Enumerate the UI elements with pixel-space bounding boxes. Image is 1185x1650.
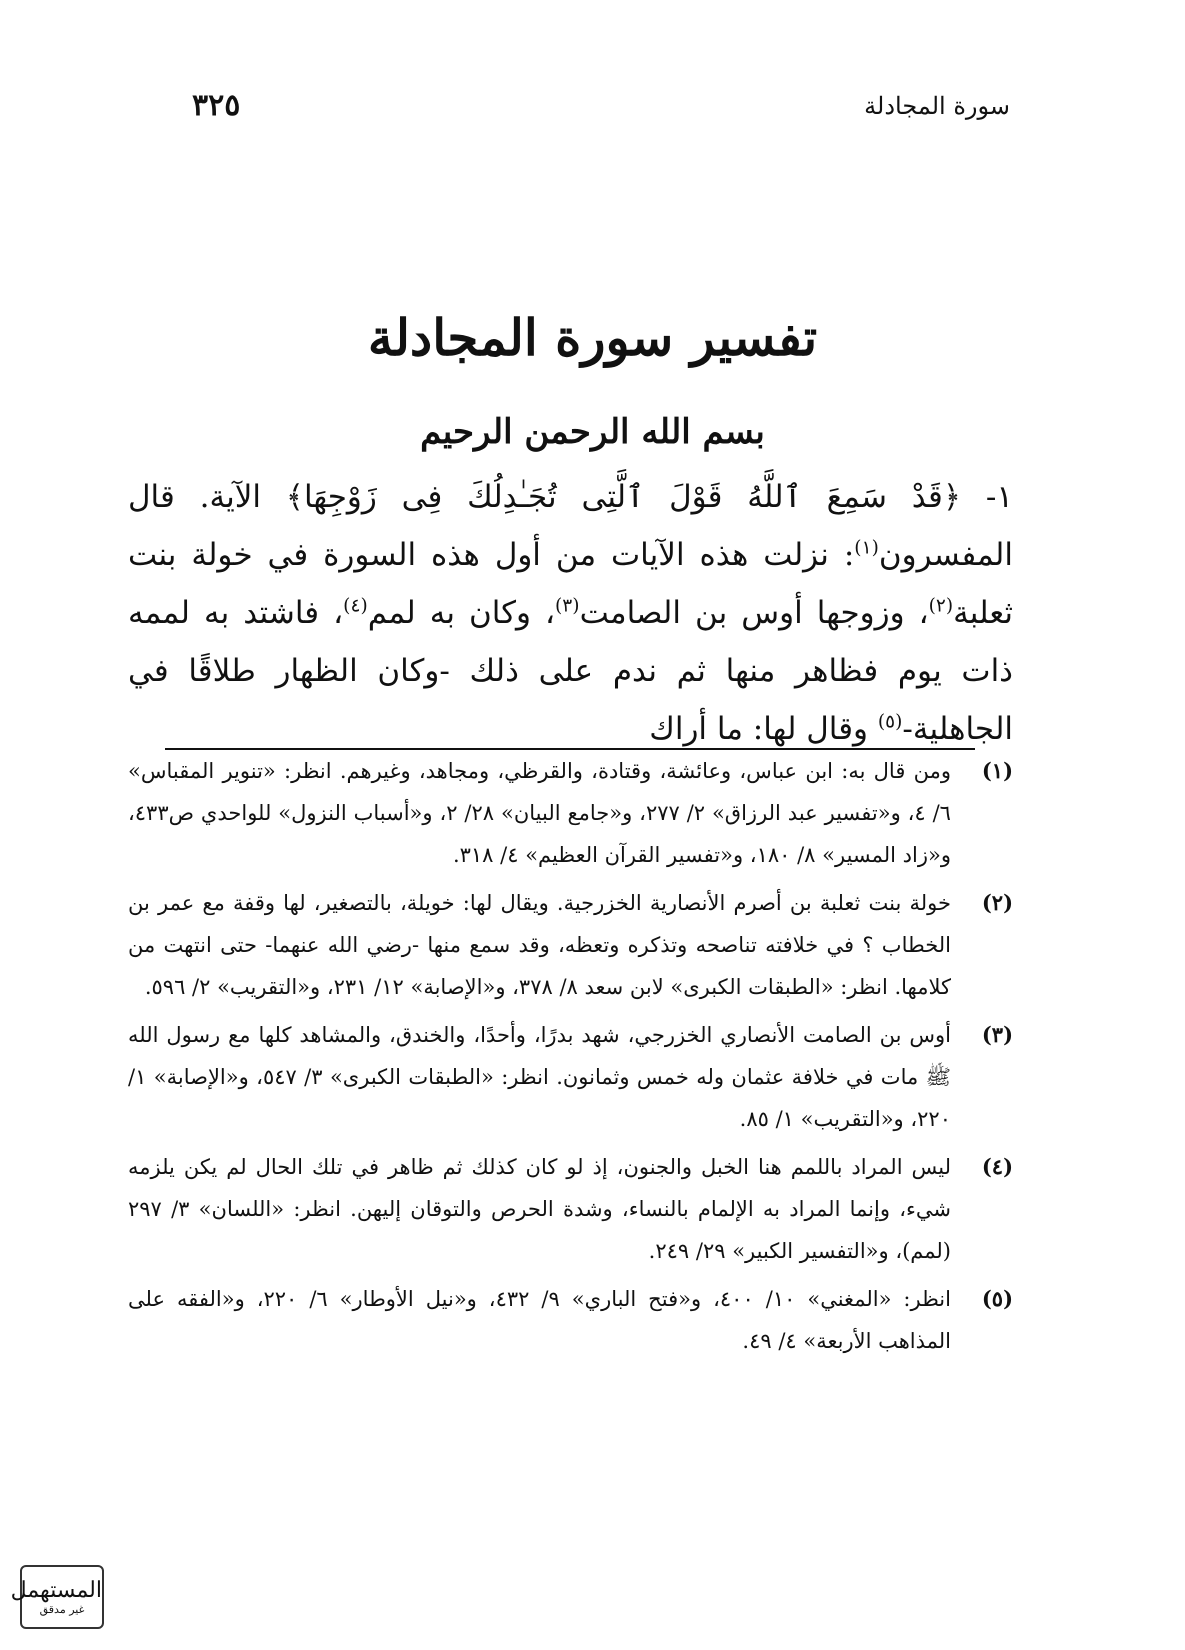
footnote-number: (٤) — [981, 1154, 1013, 1179]
main-text — [128, 468, 1013, 758]
body-segment: : نزلت هذه الآيات من أول هذه السورة في خولة بنت ثعلبة — [128, 537, 1013, 631]
logo-name: المستهمل — [10, 1578, 102, 1603]
footnote-number: (١) — [981, 758, 1013, 783]
basmala: بسم الله الرحمن الرحيم — [420, 412, 765, 452]
footnote-number: (٣) — [981, 1022, 1013, 1047]
footnote-ref-1[interactable]: (١) — [854, 537, 879, 559]
body-segment: ١- ﴿قَدْ سَمِعَ ٱللَّهُ قَوْلَ ٱلَّتِى تُجَـٰدِلُكَ فِى زَوْجِهَا﴾ الآية. قال المفسرون — [128, 479, 1013, 573]
footnote-1 — [128, 750, 1013, 876]
footnote-text: ومن قال به: ابن عباس، وعائشة، وقتادة، والقرظي، ومجاهد، وغيرهم. انظر: «تنوير المقباس» ٦/ ٤، و«تفسير عبد الرزاق» ٢/ ٢٧٧، و«جامع البيان» ٢٨/ ٢، و«أسباب النزول» للواحدي ص٤٣٣، و«زاد المسير» ٨/ ١٨٠، و«تفسير القرآن العظيم» ٤/ ٣١٨. — [128, 759, 951, 867]
footnote-text: انظر: «المغني» ١٠/ ٤٠٠، و«فتح الباري» ٩/ ٤٣٢، و«نيل الأوطار» ٦/ ٢٢٠، و«الفقه على المذاهب الأربعة» ٤/ ٤٩. — [128, 1287, 951, 1353]
footnote-text: ليس المراد باللمم هنا الخبل والجنون، إذ لو كان كذلك ثم ظاهر في تلك الحال لم يكن يلزمه شيء، وإنما المراد به الإلمام بالنساء، وشدة الحرص والتوقان إليهن. انظر: «اللسان» ٣/ ٢٩٧ (لمم)، و«التفسير الكبير» ٢٩/ ٢٤٩. — [128, 1155, 951, 1263]
footnote-ref-2[interactable]: (٢) — [928, 595, 954, 617]
footnote-4 — [128, 1146, 1013, 1272]
body-segment: ، وزوجها أوس بن الصامت — [579, 595, 929, 631]
running-header-surah-name: سورة المجادلة — [864, 92, 1010, 120]
surah-title: تفسير سورة المجادلة — [367, 308, 818, 367]
logo-subtitle: غير مدقق — [39, 1603, 85, 1616]
footnotes — [128, 750, 1013, 1368]
footnote-5 — [128, 1278, 1013, 1362]
body-segment: ، وكان به لمم — [367, 595, 556, 631]
footnote-ref-5[interactable]: (٥) — [877, 711, 903, 733]
footnote-number: (٢) — [981, 890, 1013, 915]
footnote-ref-4[interactable]: (٤) — [343, 595, 368, 617]
footnote-number: (٥) — [981, 1286, 1013, 1311]
footnote-2 — [128, 882, 1013, 1008]
footnote-ref-3[interactable]: (٣) — [555, 595, 580, 617]
publisher-logo — [10, 1565, 104, 1629]
body-segment: وقال لها: ما أراك — [649, 711, 878, 747]
footnote-text: خولة بنت ثعلبة بن أصرم الأنصارية الخزرجية. ويقال لها: خويلة، بالتصغير، لها وقفة مع عمر بن الخطاب ؟ في خلافته تناصحه وتذكره وتعظه، وقد سمع منها -رضي الله عنهما- حتى انتهت من كلامها. انظر: «الطبقات الكبرى» لابن سعد ٨/ ٣٧٨، و«الإصابة» ١٢/ ٢٣١، و«التقريب» ٢/ ٥٩٦. — [128, 891, 951, 999]
body-paragraph — [128, 468, 1013, 758]
body-segment: ، فاشتد به لممه ذات يوم فظاهر منها ثم ندم على ذلك -وكان الظهار طلاقًا في الجاهلية- — [128, 595, 1013, 747]
footnote-text: أوس بن الصامت الأنصاري الخزرجي، شهد بدرًا، وأحدًا، والخندق، والمشاهد كلها مع رسول الله ﷺ مات في خلافة عثمان وله خمس وثمانون. انظر: «الطبقات الكبرى» ٣/ ٥٤٧، و«الإصابة» ١/ ٢٢٠، و«التقريب» ١/ ٨٥. — [128, 1023, 951, 1131]
footnote-3 — [128, 1014, 1013, 1140]
page-number: ٣٢٥ — [192, 88, 241, 123]
